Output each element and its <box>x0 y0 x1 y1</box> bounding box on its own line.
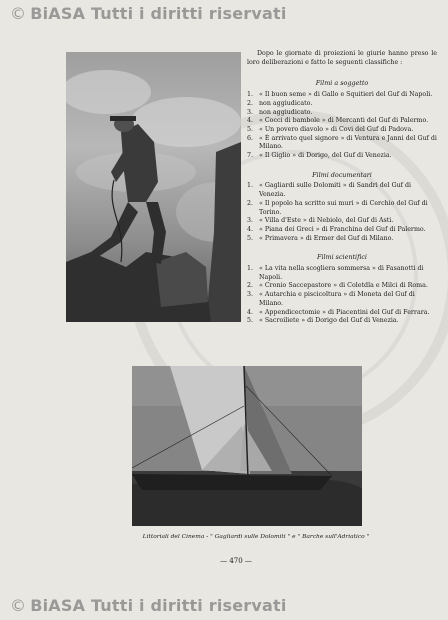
copyright-watermark-bottom <box>10 596 287 615</box>
entry-number: 4. <box>247 117 254 125</box>
entry-number: 4. <box>247 225 254 233</box>
watermark-text: BiASA Tutti i diritti riservati <box>30 596 287 615</box>
entry-number: 2. <box>247 282 254 290</box>
scientific-films-list <box>247 265 437 326</box>
entry-text: « Un povero diavolo » di Covi del Guf di Padova. <box>259 125 414 133</box>
entry-text: non aggiudicato. <box>259 108 313 116</box>
entry-number: 5. <box>247 317 254 325</box>
climber-photo <box>66 52 241 322</box>
list-item <box>247 291 437 308</box>
entry-number: 3. <box>247 291 254 299</box>
entry-text: « Piana dei Greci » di Franchina del Guf di Palermo. <box>259 225 426 233</box>
entry-text: « Il buon seme » di Gallo e Squitieri del Guf di Napoli. <box>259 91 433 99</box>
entry-number: 5. <box>247 125 254 133</box>
documentary-films-list <box>247 182 437 243</box>
sailboat-photo <box>132 366 362 526</box>
sailboat-photo-image <box>132 366 362 526</box>
entry-number: 7. <box>247 152 254 160</box>
list-item <box>247 200 437 217</box>
entry-text: « È arrivato quel signore » di Ventura e Janni del Guf di Milano. <box>259 134 437 151</box>
entry-number: 2. <box>247 99 254 107</box>
section-documentary-films <box>247 171 437 244</box>
section-title: Filmi scientifici <box>317 253 367 262</box>
list-item <box>247 265 437 282</box>
entry-text: « Il Giglio » di Dorigo, del Guf di Venezia. <box>259 152 392 160</box>
entry-text: « La vita nella scogliera sommersa » di Fasanotti di Napoli. <box>259 265 424 281</box>
results-text-column <box>247 50 437 336</box>
list-item <box>247 317 437 326</box>
list-item <box>247 282 437 291</box>
list-item <box>247 91 437 100</box>
section-title: Filmi a soggetto <box>315 79 369 88</box>
copyright-symbol: © <box>10 4 27 23</box>
entry-text: « Il popolo ha scritto sui muri » di Cerchio del Guf di Torino. <box>259 199 428 216</box>
list-item <box>247 135 437 152</box>
entry-number: 4. <box>247 308 254 316</box>
copyright-symbol: © <box>10 596 27 615</box>
entry-text: « Gagliardi sulle Dolomiti » di Sandri del Guf di Venezia. <box>259 182 412 199</box>
climber-photo-image <box>66 52 241 322</box>
list-item <box>247 226 437 235</box>
list-item <box>247 117 437 126</box>
entry-number: 1. <box>247 182 254 190</box>
section-title: Filmi documentari <box>312 170 372 179</box>
entry-text: « Primavera » di Ermer del Guf di Milano. <box>259 234 394 242</box>
list-item <box>247 309 437 318</box>
entry-text: « Sacroiliete » di Dorigo del Guf di Venezia. <box>259 317 399 325</box>
entry-text: « Villa d'Este » di Nebiolo, del Guf di Asti. <box>259 217 394 225</box>
list-item <box>247 109 437 118</box>
entry-text: « Cronio Saccepastore » di Coletdla e Milci di Roma. <box>259 282 428 290</box>
page-number: — 470 — <box>220 557 252 565</box>
entry-text: « Cocci di bambole » di Mercanti del Guf di Palermo. <box>259 117 429 125</box>
entry-number: 5. <box>247 234 254 242</box>
entry-number: 3. <box>247 108 254 116</box>
watermark-text: BiASA Tutti i diritti riservati <box>30 4 287 23</box>
entry-text: « Autarchia e piscicoltura » di Moneta del Guf di Milano. <box>259 291 415 307</box>
entry-text: non aggiudicato. <box>259 99 313 107</box>
entry-number: 2. <box>247 199 254 207</box>
section-feature-films <box>247 79 437 160</box>
intro-paragraph: Dopo le giornate di proiezioni le giurie hanno preso le loro deliberazioni e fatto le seguenti classifiche : <box>247 50 437 66</box>
photo-caption: Littoriali del Cinema - " Gagliardi sulle Dolomiti " e " Barche sull'Adriatico " <box>142 534 370 540</box>
list-item <box>247 152 437 161</box>
entry-number: 1. <box>247 91 254 99</box>
list-item <box>247 235 437 244</box>
entry-number: 3. <box>247 217 254 225</box>
list-item <box>247 126 437 135</box>
copyright-watermark-top <box>10 4 287 23</box>
feature-films-list <box>247 91 437 161</box>
list-item <box>247 100 437 109</box>
entry-text: « Appendicectomie » di Piacentini del Guf di Ferrara. <box>259 308 430 316</box>
list-item <box>247 182 437 199</box>
section-scientific-films <box>247 253 437 326</box>
entry-number: 1. <box>247 265 254 273</box>
list-item <box>247 217 437 226</box>
entry-number: 6. <box>247 134 254 142</box>
